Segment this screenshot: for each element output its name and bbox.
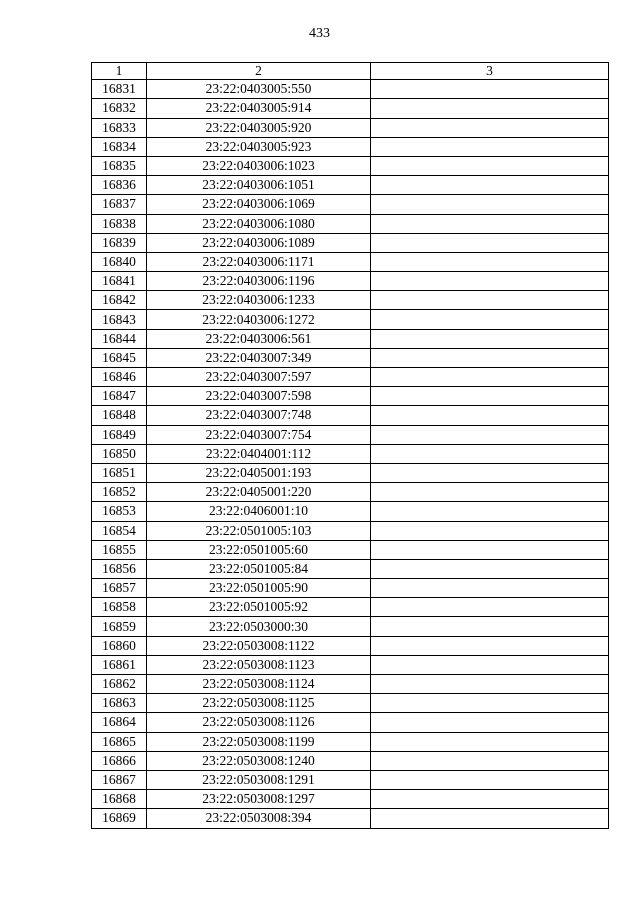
- row-number-cell: 16850: [92, 444, 147, 463]
- page-number: 433: [309, 26, 330, 41]
- cadastral-number-cell: 23:22:0403006:1272: [147, 310, 371, 329]
- table-row: [92, 156, 609, 175]
- table-body: [92, 80, 609, 828]
- cadastral-number-cell: 23:22:0403005:550: [147, 80, 371, 99]
- row-number-cell: 16859: [92, 617, 147, 636]
- table-row: [92, 348, 609, 367]
- notes-cell: [371, 425, 609, 444]
- notes-cell: [371, 387, 609, 406]
- cadastral-number-cell: 23:22:0501005:90: [147, 579, 371, 598]
- cadastral-number-cell: 23:22:0501005:92: [147, 598, 371, 617]
- table-header-row: [92, 63, 609, 80]
- table-row: [92, 751, 609, 770]
- cadastral-number-cell: 23:22:0403005:914: [147, 99, 371, 118]
- cadastral-number-cell: 23:22:0503008:1240: [147, 751, 371, 770]
- cadastral-number-cell: 23:22:0405001:220: [147, 483, 371, 502]
- cadastral-number-cell: 23:22:0501005:84: [147, 559, 371, 578]
- table-row: [92, 444, 609, 463]
- cadastral-number-cell: 23:22:0403007:754: [147, 425, 371, 444]
- table-row: [92, 252, 609, 271]
- row-number-cell: 16838: [92, 214, 147, 233]
- table-row: [92, 329, 609, 348]
- notes-cell: [371, 483, 609, 502]
- table-row: [92, 137, 609, 156]
- row-number-cell: 16869: [92, 809, 147, 828]
- row-number-cell: 16860: [92, 636, 147, 655]
- cadastral-number-cell: 23:22:0405001:193: [147, 463, 371, 482]
- row-number-cell: 16863: [92, 694, 147, 713]
- row-number-cell: 16865: [92, 732, 147, 751]
- table-row: [92, 790, 609, 809]
- row-number-cell: 16844: [92, 329, 147, 348]
- table-row: [92, 233, 609, 252]
- notes-cell: [371, 214, 609, 233]
- row-number-cell: 16848: [92, 406, 147, 425]
- table-row: [92, 406, 609, 425]
- table-row: [92, 176, 609, 195]
- table-row: [92, 579, 609, 598]
- notes-cell: [371, 598, 609, 617]
- table-row: [92, 617, 609, 636]
- row-number-cell: 16867: [92, 770, 147, 789]
- cadastral-number-cell: 23:22:0403005:920: [147, 118, 371, 137]
- notes-cell: [371, 329, 609, 348]
- cadastral-number-cell: 23:22:0403007:597: [147, 368, 371, 387]
- row-number-cell: 16837: [92, 195, 147, 214]
- notes-cell: [371, 137, 609, 156]
- table-row: [92, 291, 609, 310]
- row-number-cell: 16866: [92, 751, 147, 770]
- cadastral-number-cell: 23:22:0403006:1080: [147, 214, 371, 233]
- row-number-cell: 16834: [92, 137, 147, 156]
- row-number-cell: 16847: [92, 387, 147, 406]
- cadastral-number-cell: 23:22:0403005:923: [147, 137, 371, 156]
- notes-cell: [371, 195, 609, 214]
- cadastral-number-cell: 23:22:0403007:349: [147, 348, 371, 367]
- row-number-cell: 16833: [92, 118, 147, 137]
- cadastral-number-cell: 23:22:0404001:112: [147, 444, 371, 463]
- cadastral-number-cell: 23:22:0501005:60: [147, 540, 371, 559]
- table-row: [92, 655, 609, 674]
- cadastral-number-cell: 23:22:0503008:1297: [147, 790, 371, 809]
- notes-cell: [371, 540, 609, 559]
- column-header-cadastral-number: 2: [147, 63, 371, 80]
- notes-cell: [371, 502, 609, 521]
- row-number-cell: 16839: [92, 233, 147, 252]
- row-number-cell: 16843: [92, 310, 147, 329]
- table-row: [92, 521, 609, 540]
- table-row: [92, 463, 609, 482]
- notes-cell: [371, 118, 609, 137]
- table-row: [92, 559, 609, 578]
- cadastral-number-cell: 23:22:0403006:1196: [147, 272, 371, 291]
- notes-cell: [371, 463, 609, 482]
- cadastral-number-cell: 23:22:0403007:598: [147, 387, 371, 406]
- notes-cell: [371, 809, 609, 828]
- row-number-cell: 16841: [92, 272, 147, 291]
- notes-cell: [371, 310, 609, 329]
- table-row: [92, 694, 609, 713]
- row-number-cell: 16849: [92, 425, 147, 444]
- table-row: [92, 387, 609, 406]
- table-row: [92, 713, 609, 732]
- cadastral-number-cell: 23:22:0503000:30: [147, 617, 371, 636]
- row-number-cell: 16840: [92, 252, 147, 271]
- table-row: [92, 368, 609, 387]
- cadastral-number-cell: 23:22:0503008:1199: [147, 732, 371, 751]
- table-row: [92, 425, 609, 444]
- notes-cell: [371, 156, 609, 175]
- notes-cell: [371, 617, 609, 636]
- row-number-cell: 16853: [92, 502, 147, 521]
- cadastral-number-cell: 23:22:0403006:1069: [147, 195, 371, 214]
- table-row: [92, 732, 609, 751]
- table-row: [92, 272, 609, 291]
- notes-cell: [371, 272, 609, 291]
- row-number-cell: 16831: [92, 80, 147, 99]
- cadastral-number-cell: 23:22:0501005:103: [147, 521, 371, 540]
- row-number-cell: 16851: [92, 463, 147, 482]
- row-number-cell: 16854: [92, 521, 147, 540]
- table-row: [92, 195, 609, 214]
- row-number-cell: 16861: [92, 655, 147, 674]
- cadastral-number-cell: 23:22:0503008:1291: [147, 770, 371, 789]
- row-number-cell: 16845: [92, 348, 147, 367]
- row-number-cell: 16832: [92, 99, 147, 118]
- row-number-cell: 16852: [92, 483, 147, 502]
- notes-cell: [371, 176, 609, 195]
- notes-cell: [371, 675, 609, 694]
- cadastral-number-cell: 23:22:0403006:1051: [147, 176, 371, 195]
- row-number-cell: 16846: [92, 368, 147, 387]
- row-number-cell: 16836: [92, 176, 147, 195]
- notes-cell: [371, 368, 609, 387]
- row-number-cell: 16855: [92, 540, 147, 559]
- notes-cell: [371, 579, 609, 598]
- notes-cell: [371, 252, 609, 271]
- notes-cell: [371, 99, 609, 118]
- column-header-number: 1: [92, 63, 147, 80]
- cadastral-number-cell: 23:22:0503008:1124: [147, 675, 371, 694]
- notes-cell: [371, 713, 609, 732]
- cadastral-number-cell: 23:22:0403006:1171: [147, 252, 371, 271]
- row-number-cell: 16835: [92, 156, 147, 175]
- notes-cell: [371, 790, 609, 809]
- row-number-cell: 16864: [92, 713, 147, 732]
- row-number-cell: 16868: [92, 790, 147, 809]
- notes-cell: [371, 348, 609, 367]
- table-row: [92, 214, 609, 233]
- cadastral-number-cell: 23:22:0403006:1233: [147, 291, 371, 310]
- notes-cell: [371, 751, 609, 770]
- cadastral-number-cell: 23:22:0403007:748: [147, 406, 371, 425]
- table-row: [92, 540, 609, 559]
- cadastral-table: [91, 62, 609, 829]
- notes-cell: [371, 291, 609, 310]
- row-number-cell: 16842: [92, 291, 147, 310]
- notes-cell: [371, 732, 609, 751]
- table-row: [92, 675, 609, 694]
- notes-cell: [371, 521, 609, 540]
- table-row: [92, 502, 609, 521]
- notes-cell: [371, 406, 609, 425]
- cadastral-number-cell: 23:22:0403006:1023: [147, 156, 371, 175]
- row-number-cell: 16857: [92, 579, 147, 598]
- notes-cell: [371, 559, 609, 578]
- table-row: [92, 80, 609, 99]
- row-number-cell: 16862: [92, 675, 147, 694]
- cadastral-number-cell: 23:22:0503008:1122: [147, 636, 371, 655]
- notes-cell: [371, 444, 609, 463]
- cadastral-number-cell: 23:22:0503008:1126: [147, 713, 371, 732]
- notes-cell: [371, 694, 609, 713]
- notes-cell: [371, 233, 609, 252]
- table-row: [92, 598, 609, 617]
- column-header-notes: 3: [371, 63, 609, 80]
- table-row: [92, 809, 609, 828]
- table-row: [92, 99, 609, 118]
- row-number-cell: 16858: [92, 598, 147, 617]
- cadastral-number-cell: 23:22:0403006:561: [147, 329, 371, 348]
- notes-cell: [371, 655, 609, 674]
- row-number-cell: 16856: [92, 559, 147, 578]
- cadastral-number-cell: 23:22:0503008:1123: [147, 655, 371, 674]
- table-row: [92, 310, 609, 329]
- table-row: [92, 770, 609, 789]
- cadastral-number-cell: 23:22:0403006:1089: [147, 233, 371, 252]
- table-row: [92, 118, 609, 137]
- table-row: [92, 636, 609, 655]
- notes-cell: [371, 770, 609, 789]
- table-row: [92, 483, 609, 502]
- cadastral-number-cell: 23:22:0503008:1125: [147, 694, 371, 713]
- cadastral-number-cell: 23:22:0406001:10: [147, 502, 371, 521]
- cadastral-number-cell: 23:22:0503008:394: [147, 809, 371, 828]
- notes-cell: [371, 636, 609, 655]
- notes-cell: [371, 80, 609, 99]
